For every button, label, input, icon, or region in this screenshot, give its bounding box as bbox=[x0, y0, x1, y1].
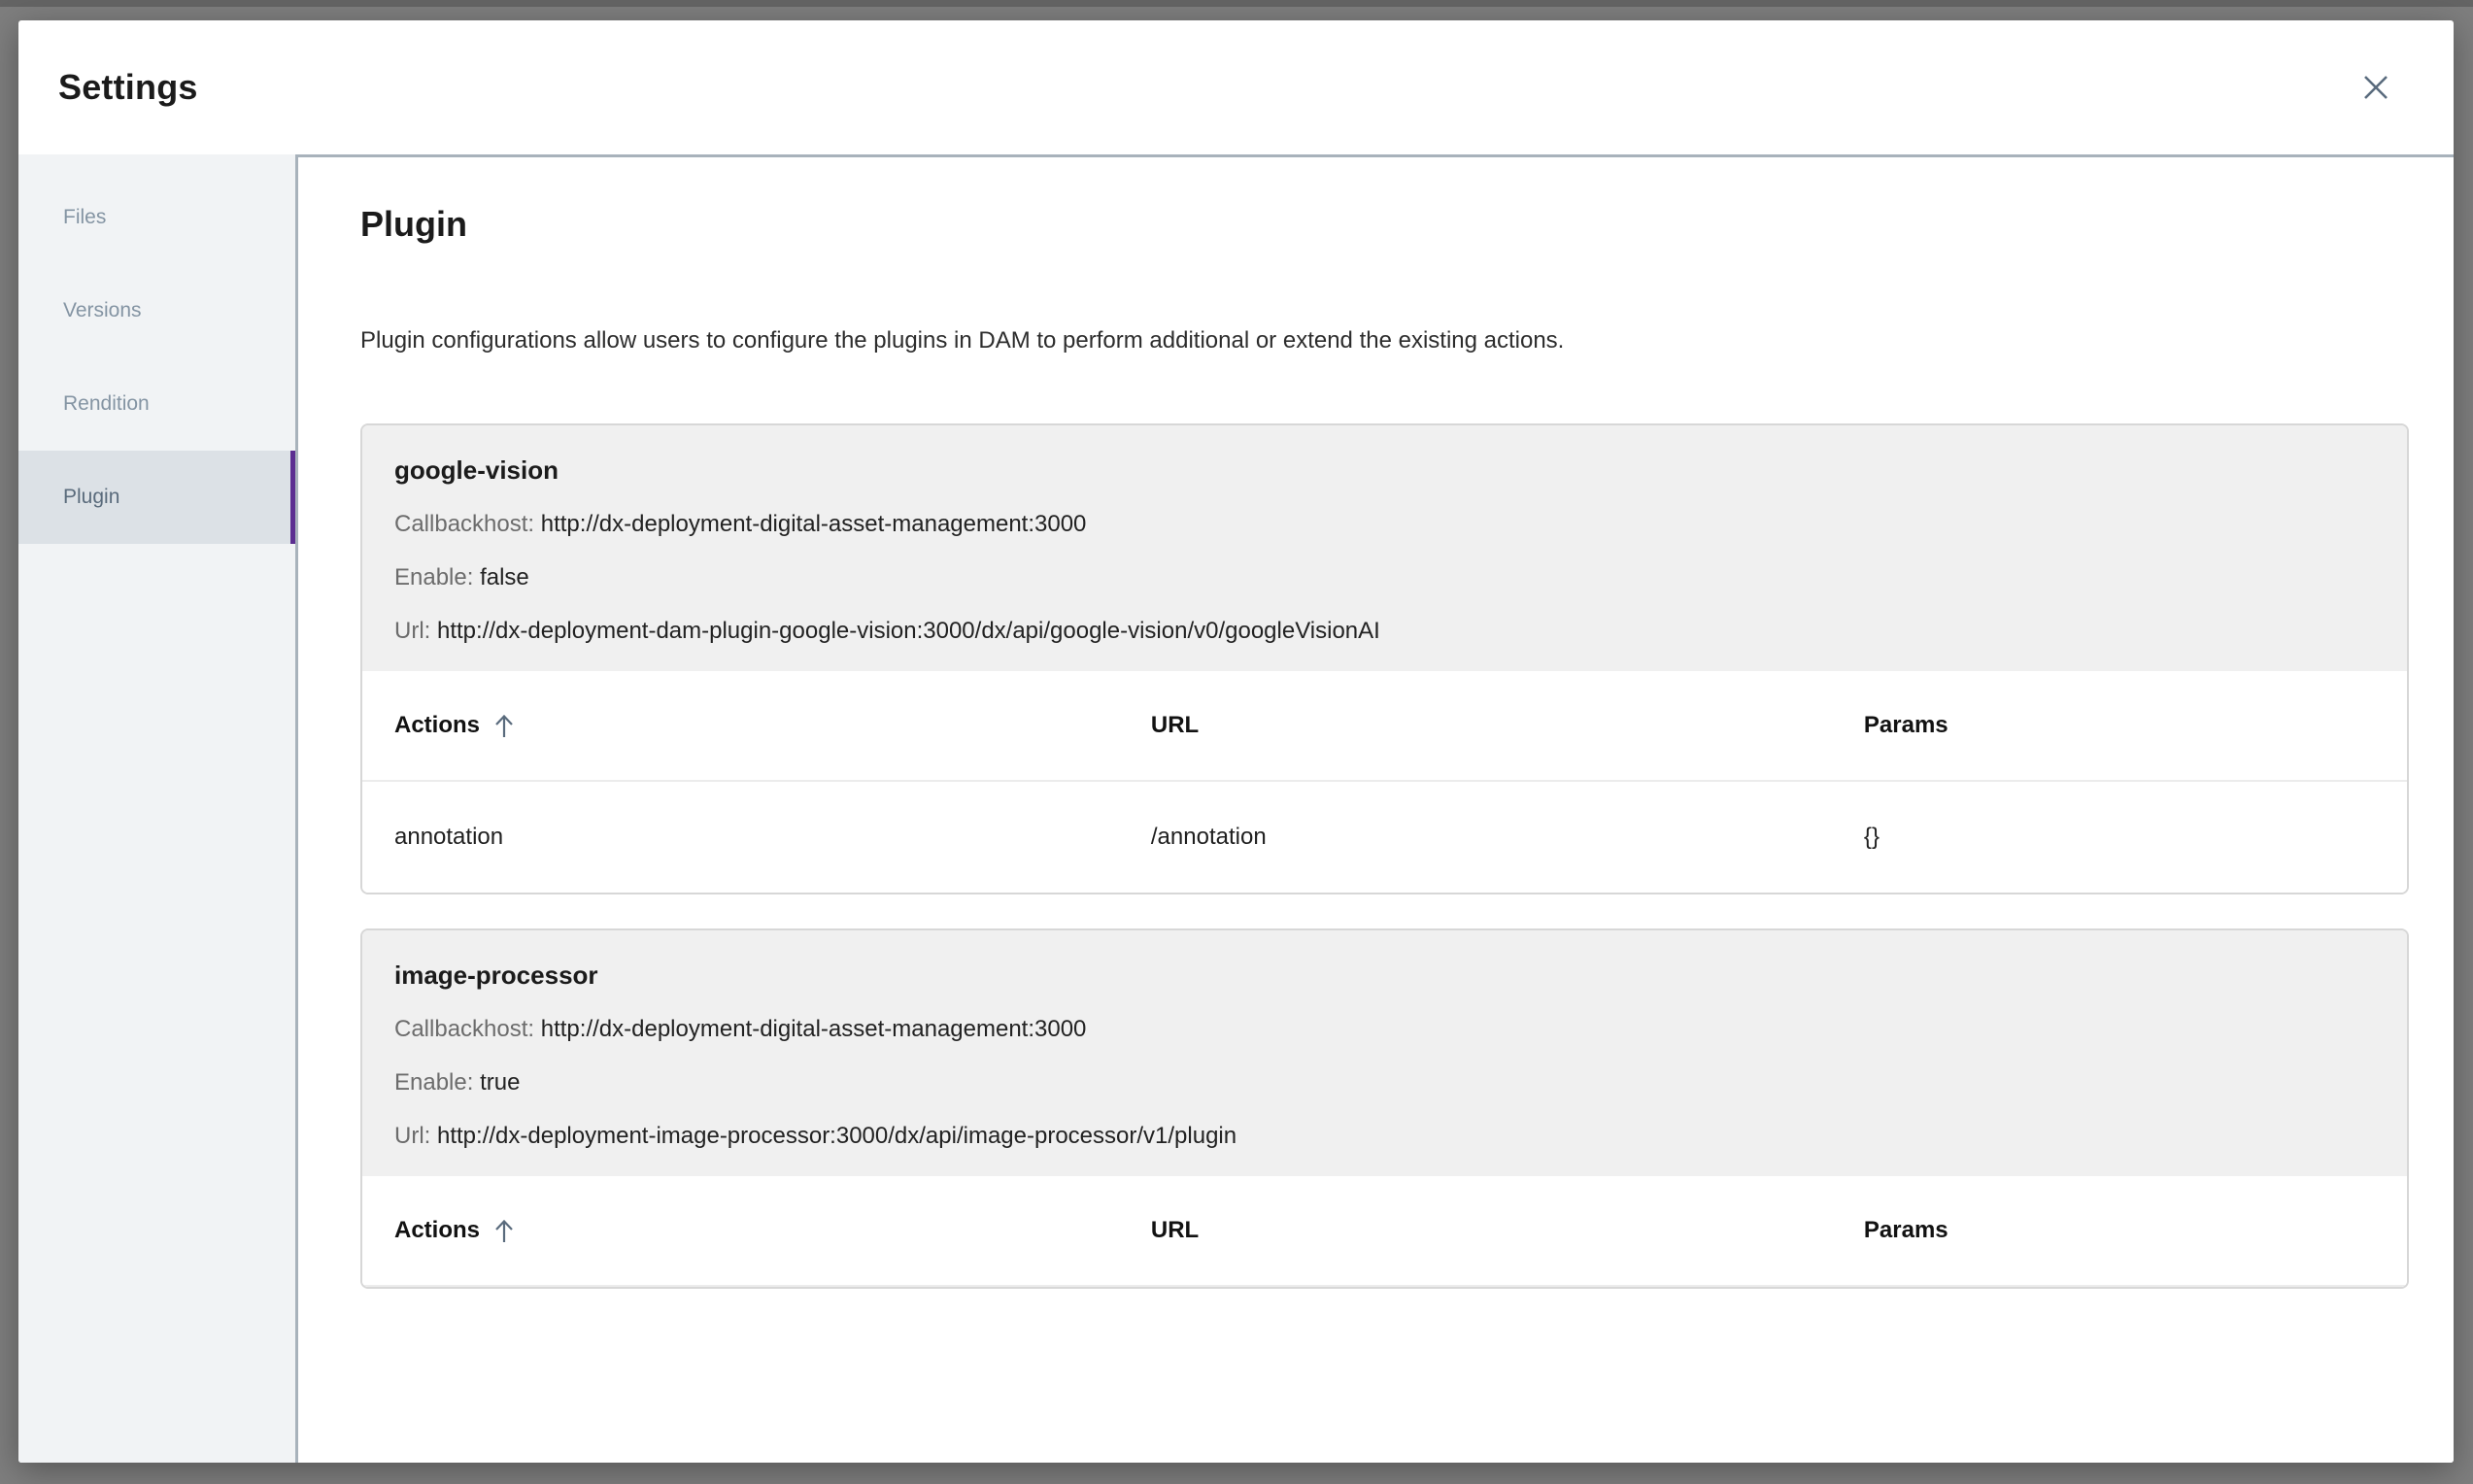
table-row bbox=[362, 782, 2407, 893]
plugin-name: image-processor bbox=[394, 961, 598, 990]
column-header-actions[interactable]: Actions bbox=[394, 712, 1151, 739]
close-icon bbox=[2363, 75, 2388, 100]
plugin-name: google-vision bbox=[394, 455, 559, 485]
sort-ascending-icon[interactable] bbox=[493, 713, 515, 739]
url-value: http://dx-deployment-dam-plugin-google-vision:3000/dx/api/google-vision/v0/googleVisionAI bbox=[437, 618, 1380, 644]
scroll-viewport[interactable] bbox=[298, 157, 2454, 1312]
settings-dialog bbox=[18, 20, 2454, 1463]
field-enable bbox=[394, 563, 2375, 592]
column-header-params[interactable]: Params bbox=[1863, 1217, 1948, 1243]
settings-sidebar bbox=[18, 154, 295, 1463]
settings-content-pane bbox=[295, 154, 2454, 1463]
url-label: Url: bbox=[394, 618, 431, 644]
plugin-card-image-processor bbox=[360, 928, 2409, 1289]
cell-params: {} bbox=[1863, 824, 1880, 850]
enable-value: true bbox=[480, 1069, 521, 1096]
sidebar-item-label: Rendition bbox=[63, 392, 150, 415]
sidebar-item-label: Files bbox=[63, 206, 107, 228]
column-header-url[interactable]: URL bbox=[1150, 712, 1200, 738]
close-button[interactable] bbox=[2353, 64, 2399, 111]
callbackhost-label: Callbackhost: bbox=[394, 1016, 535, 1042]
sidebar-item-versions[interactable] bbox=[18, 264, 295, 357]
sidebar-item-plugin[interactable] bbox=[18, 451, 295, 544]
dialog-header bbox=[18, 20, 2454, 154]
table-header-row bbox=[362, 1176, 2407, 1287]
url-value: http://dx-deployment-image-processor:3000/dx/api/image-processor/v1/plugin bbox=[437, 1123, 1237, 1149]
column-header-actions[interactable]: Actions bbox=[394, 1217, 1151, 1244]
column-header-url[interactable]: URL bbox=[1150, 1217, 1200, 1243]
callbackhost-label: Callbackhost: bbox=[394, 511, 535, 537]
cell-action: annotation bbox=[394, 824, 504, 850]
enable-value: false bbox=[480, 564, 529, 590]
window-top-edge bbox=[0, 0, 2473, 7]
plugin-info bbox=[362, 930, 2407, 1176]
sort-ascending-icon[interactable] bbox=[493, 1218, 515, 1244]
enable-label: Enable: bbox=[394, 564, 474, 590]
sidebar-item-files[interactable] bbox=[18, 171, 295, 264]
url-label: Url: bbox=[394, 1123, 431, 1149]
plugin-card-google-vision bbox=[360, 423, 2409, 894]
sidebar-item-label: Plugin bbox=[63, 486, 120, 508]
dialog-title: Settings bbox=[58, 67, 198, 107]
table-header-row bbox=[362, 671, 2407, 782]
column-header-params[interactable]: Params bbox=[1863, 712, 1948, 738]
sidebar-item-rendition[interactable] bbox=[18, 357, 295, 451]
callbackhost-value: http://dx-deployment-digital-asset-management:3000 bbox=[540, 1016, 1087, 1042]
page-title: Plugin bbox=[360, 204, 467, 244]
page-description: Plugin configurations allow users to configure the plugins in DAM to perform additional or extend the existing actions. bbox=[360, 327, 1565, 354]
field-url bbox=[394, 617, 2375, 646]
cell-url: /annotation bbox=[1150, 824, 1267, 850]
plugin-info bbox=[362, 425, 2407, 671]
enable-label: Enable: bbox=[394, 1069, 474, 1096]
field-callbackhost bbox=[394, 510, 2375, 539]
field-callbackhost bbox=[394, 1015, 2375, 1044]
callbackhost-value: http://dx-deployment-digital-asset-management:3000 bbox=[540, 511, 1087, 537]
field-url bbox=[394, 1122, 2375, 1151]
actions-table bbox=[362, 671, 2407, 893]
dialog-body bbox=[18, 154, 2454, 1463]
field-enable bbox=[394, 1068, 2375, 1097]
sidebar-item-label: Versions bbox=[63, 299, 142, 321]
actions-table bbox=[362, 1176, 2407, 1287]
